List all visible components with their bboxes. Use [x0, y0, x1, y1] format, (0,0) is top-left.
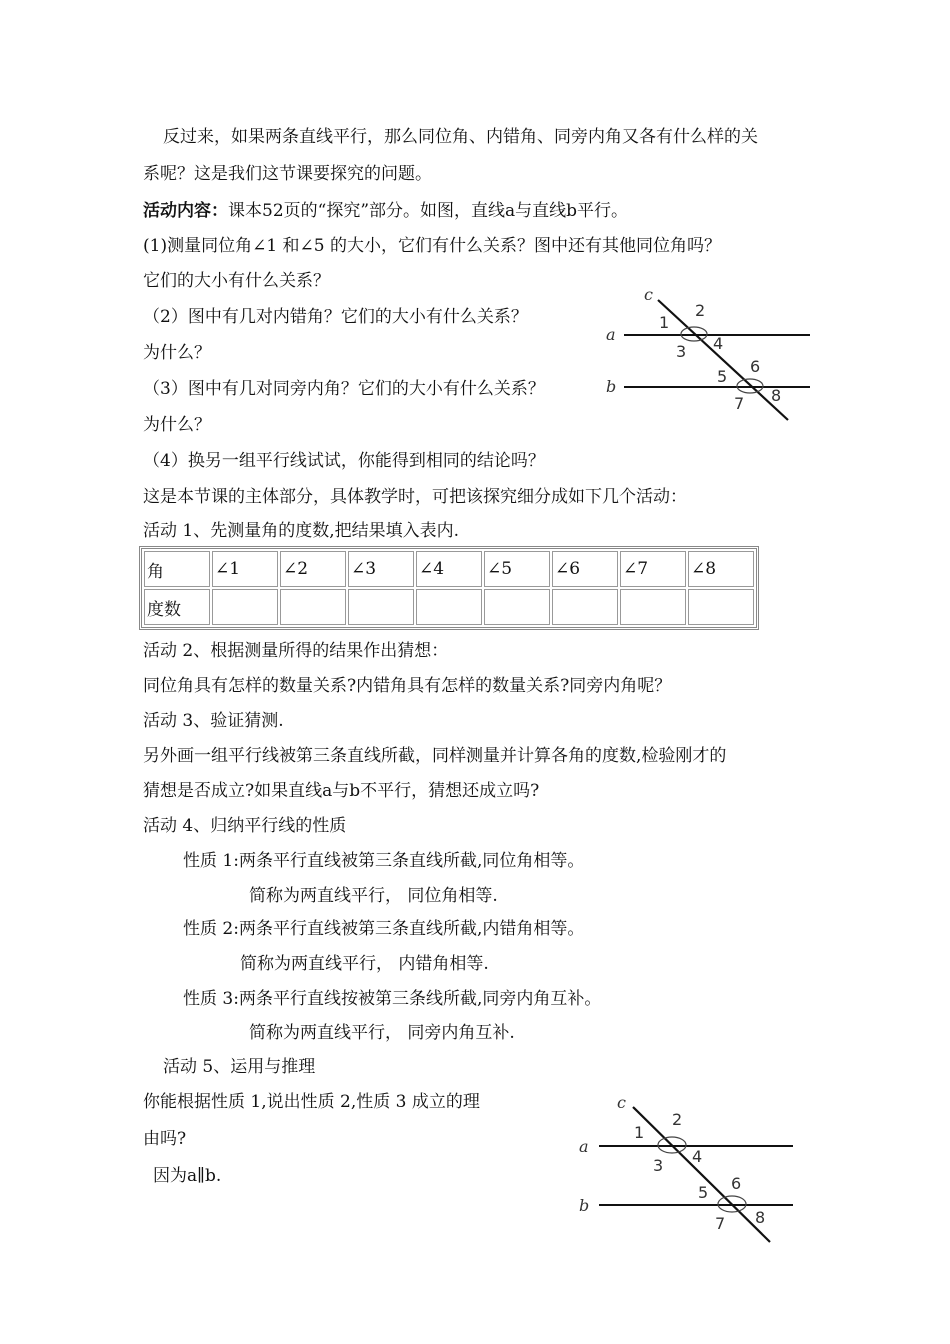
table-cell: ∠1	[212, 551, 278, 587]
table-row	[144, 589, 754, 625]
parallel-lines-figure-2	[575, 1094, 805, 1244]
angle-label-4: 4	[713, 334, 724, 353]
angle-label-3: 3	[676, 342, 687, 361]
table-cell	[416, 589, 482, 625]
question-1-line1: (1)测量同位角∠1 和∠5 的大小，它们有什么关系？图中还有其他同位角吗？	[143, 236, 722, 256]
table-cell: ∠3	[348, 551, 414, 587]
label-c: c	[644, 285, 653, 304]
table-cell: ∠7	[620, 551, 686, 587]
angle-label-8: 8	[755, 1208, 766, 1227]
paragraph-intro-line2: 系呢？这是我们这节课要探究的问题。	[143, 164, 432, 184]
property-1: 性质 1:两条平行直线被第三条直线所截,同位角相等。	[183, 851, 585, 871]
table-cell: 度数	[144, 589, 210, 625]
question-2-line1: （2）图中有几对内错角？它们的大小有什么关系？	[143, 307, 528, 327]
table-cell: 角	[144, 551, 210, 587]
property-3-short: 简称为两直线平行， 同旁内角互补.	[249, 1023, 515, 1043]
activity-3-text-line1: 另外画一组平行线被第三条直线所截，同样测量并计算各角的度数,检验刚才的	[143, 746, 727, 766]
angle-label-6: 6	[731, 1174, 742, 1193]
activity-5-question-line2: 由吗?	[143, 1129, 187, 1149]
angle-label-5: 5	[717, 367, 728, 386]
question-1-line2: 它们的大小有什么关系？	[143, 271, 330, 291]
angle-label-5: 5	[698, 1183, 709, 1202]
label-a: a	[579, 1137, 589, 1156]
property-2: 性质 2:两条平行直线被第三条直线所截,内错角相等。	[183, 919, 585, 939]
label-b: b	[606, 377, 617, 396]
angle-label-7: 7	[715, 1214, 726, 1233]
angle-label-6: 6	[750, 357, 761, 376]
activity-5-question-line1: 你能根据性质 1,说出性质 2,性质 3 成立的理	[143, 1092, 480, 1112]
angle-label-2: 2	[695, 301, 706, 320]
table-row	[144, 551, 754, 587]
label-b: b	[579, 1196, 590, 1215]
question-4-line: （4）换另一组平行线试试，你能得到相同的结论吗？	[143, 451, 545, 471]
teaching-note-line: 这是本节课的主体部分，具体教学时，可把该探究细分成如下几个活动：	[143, 487, 687, 507]
property-3: 性质 3:两条平行直线按被第三条线所截,同旁内角互补。	[183, 989, 602, 1009]
activity-content-line	[143, 200, 628, 222]
table-cell: ∠2	[280, 551, 346, 587]
activity-content-label: 活动内容：	[143, 201, 228, 221]
angle-label-7: 7	[734, 394, 745, 413]
angle-label-1: 1	[659, 313, 670, 332]
question-3-line2: 为什么？	[143, 415, 211, 435]
activity-1-line: 活动 1、先测量角的度数,把结果填入表内.	[143, 521, 460, 541]
property-2-short: 简称为两直线平行， 内错角相等.	[240, 954, 489, 974]
table-cell: ∠4	[416, 551, 482, 587]
label-a: a	[606, 325, 616, 344]
activity-3-text-line2: 猜想是否成立?如果直线a与b不平行，猜想还成立吗?	[143, 781, 540, 801]
question-3-line1: （3）图中有几对同旁内角？它们的大小有什么关系？	[143, 379, 545, 399]
table-cell: ∠6	[552, 551, 618, 587]
angle-measure-table	[139, 546, 759, 630]
activity-4-line: 活动 4、归纳平行线的性质	[143, 816, 347, 836]
angle-label-3: 3	[653, 1156, 664, 1175]
table-cell: ∠8	[688, 551, 754, 587]
angle-label-8: 8	[771, 386, 782, 405]
parallel-lines-figure-1	[600, 285, 815, 423]
activity-content-text: 课本52页的“探究”部分。如图，直线a与直线b平行。	[228, 201, 629, 221]
table-cell	[280, 589, 346, 625]
table-cell	[620, 589, 686, 625]
table-cell	[552, 589, 618, 625]
angle-label-4: 4	[692, 1147, 703, 1166]
activity-5-line: 活动 5、运用与推理	[163, 1057, 316, 1077]
angle-label-2: 2	[672, 1110, 683, 1129]
table-cell	[348, 589, 414, 625]
activity-3-line: 活动 3、验证猜测.	[143, 711, 284, 731]
question-2-line2: 为什么？	[143, 343, 211, 363]
label-c: c	[617, 1093, 626, 1112]
activity-2-line: 活动 2、根据测量所得的结果作出猜想：	[143, 641, 449, 661]
property-1-short: 简称为两直线平行， 同位角相等.	[249, 886, 498, 906]
table-cell	[484, 589, 550, 625]
reasoning-start: 因为a∥b.	[153, 1166, 222, 1186]
table-cell	[688, 589, 754, 625]
activity-2-question: 同位角具有怎样的数量关系?内错角具有怎样的数量关系?同旁内角呢？	[143, 676, 672, 696]
table-cell: ∠5	[484, 551, 550, 587]
table-cell	[212, 589, 278, 625]
paragraph-intro-line1: 反过来，如果两条直线平行，那么同位角、内错角、同旁内角又各有什么样的关	[163, 127, 758, 147]
angle-label-1: 1	[634, 1123, 645, 1142]
